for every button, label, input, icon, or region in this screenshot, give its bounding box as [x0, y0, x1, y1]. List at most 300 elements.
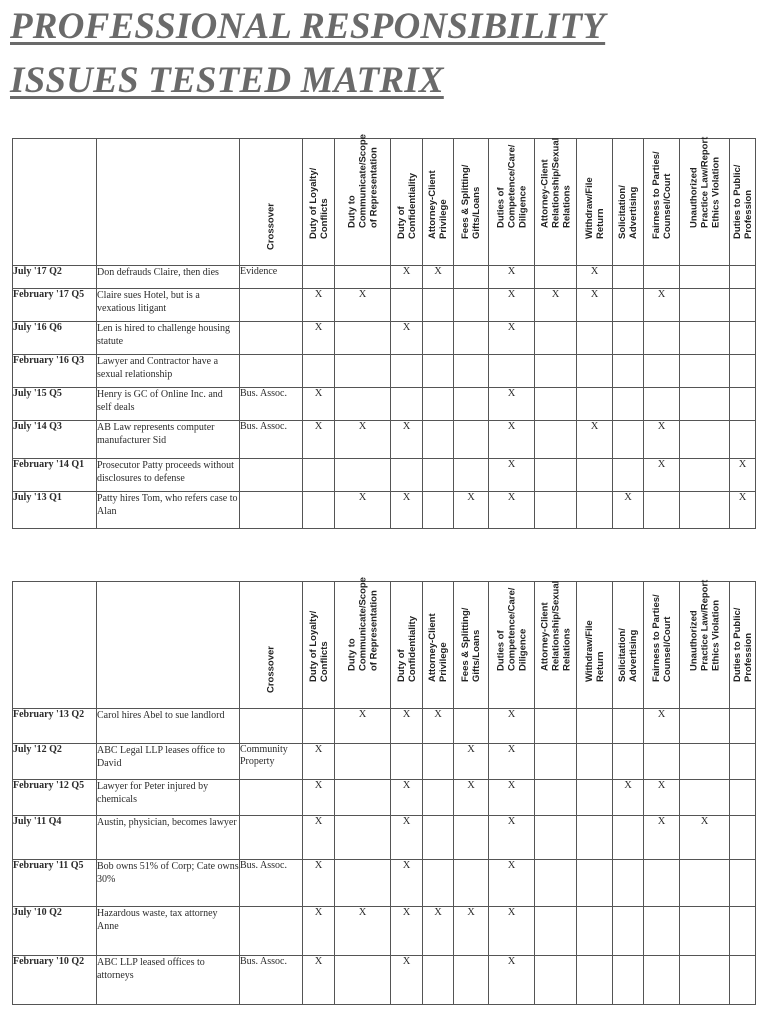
issue-mark-cell-solicitation [613, 907, 644, 956]
table-body [13, 709, 756, 1005]
column-header-confidentiality [391, 139, 423, 266]
exam-date-cell: July '13 Q1 [13, 492, 97, 529]
issue-mark-cell-communicate [335, 816, 391, 860]
column-header-competence [489, 582, 535, 709]
issue-mark-cell-solicitation [613, 266, 644, 289]
crossover-cell: Evidence [240, 266, 303, 289]
issue-mark-cell-communicate [335, 744, 391, 780]
issue-mark-cell-withdraw [577, 459, 613, 492]
column-header-solicitation [613, 582, 644, 709]
issue-mark-cell-competence: X [489, 860, 535, 907]
column-header-sexual [535, 582, 577, 709]
crossover-cell: Bus. Assoc. [240, 860, 303, 907]
issue-mark-cell-upl [680, 709, 730, 744]
issue-mark-cell-solicitation [613, 744, 644, 780]
column-header-line: Duty of [395, 649, 407, 682]
issue-mark-cell-competence: X [489, 289, 535, 322]
issue-mark-cell-solicitation [613, 709, 644, 744]
column-header-line: Confidentiality [406, 173, 418, 239]
column-header-line: Return [594, 208, 606, 239]
issue-mark-cell-confidentiality: X [391, 492, 423, 529]
crossover-cell: Community Property [240, 744, 303, 780]
issue-mark-cell-upl: X [680, 816, 730, 860]
column-header-label [460, 165, 482, 239]
column-header-competence [489, 139, 535, 266]
table-row [13, 421, 756, 459]
issue-mark-cell-upl [680, 744, 730, 780]
issue-mark-cell-fees: X [454, 492, 489, 529]
header-row [13, 139, 756, 266]
issue-mark-cell-fees [454, 421, 489, 459]
issue-mark-cell-fairness [644, 388, 680, 421]
column-header-line: Advertising [628, 186, 639, 239]
issue-mark-cell-privilege [423, 388, 454, 421]
issue-mark-cell-confidentiality: X [391, 266, 423, 289]
column-header-communicate [335, 134, 391, 266]
issue-mark-cell-competence: X [489, 816, 535, 860]
column-header-withdraw [577, 139, 613, 266]
issue-mark-cell-communicate: X [335, 492, 391, 529]
description-cell: Carol hires Abel to sue landlord [97, 709, 240, 744]
column-header-line: Practice Law/Report [699, 136, 710, 228]
column-header-line: Communicate/Scope [357, 134, 368, 228]
column-header-line: Diligence [517, 628, 528, 671]
table-row [13, 780, 756, 816]
column-header-fees [454, 139, 489, 266]
column-header-label [617, 628, 639, 682]
column-header-label [688, 580, 721, 671]
issue-mark-cell-privilege: X [423, 907, 454, 956]
column-header-line: Gifts/Loans [471, 629, 482, 682]
column-header-label [308, 611, 330, 682]
issue-mark-cell-withdraw [577, 907, 613, 956]
column-header-line: Profession [742, 632, 754, 682]
column-header-communicate [335, 577, 391, 709]
table-row [13, 459, 756, 492]
description-cell: AB Law represents computer manufacturer Sid [97, 421, 240, 459]
column-header-label [732, 165, 754, 239]
issue-mark-cell-communicate [335, 266, 391, 289]
column-header-line: Duty of [395, 206, 407, 239]
table-row [13, 355, 756, 388]
issue-mark-cell-solicitation [613, 816, 644, 860]
column-header-line: Return [594, 651, 606, 682]
issue-mark-cell-fairness [644, 860, 680, 907]
column-header-label [539, 138, 572, 228]
column-header-line: Advertising [628, 629, 639, 682]
issue-mark-cell-solicitation: X [613, 780, 644, 816]
issue-mark-cell-loyalty: X [303, 289, 335, 322]
column-header-line: Diligence [517, 185, 528, 228]
issue-mark-cell-competence: X [489, 907, 535, 956]
column-header-label [396, 173, 418, 239]
issues-matrix-table-2 [12, 577, 756, 1005]
issue-mark-cell-loyalty [303, 459, 335, 492]
column-header-line: Crossover [265, 646, 277, 693]
description-cell: Patty hires Tom, who refers case to Alan [97, 492, 240, 529]
crossover-cell [240, 907, 303, 956]
issue-mark-cell-withdraw [577, 780, 613, 816]
issue-mark-cell-fairness [644, 492, 680, 529]
date-header [13, 582, 97, 709]
column-header-line: Fees & Splitting/ [460, 164, 471, 239]
column-header-line: Withdraw/File [583, 620, 595, 682]
issue-mark-cell-upl [680, 860, 730, 907]
issue-mark-cell-loyalty: X [303, 780, 335, 816]
column-header-line: Duties to Public/ [731, 164, 743, 239]
crossover-cell [240, 459, 303, 492]
issue-mark-cell-competence: X [489, 956, 535, 1005]
exam-date-cell: February '14 Q1 [13, 459, 97, 492]
table-row [13, 266, 756, 289]
issue-mark-cell-solicitation [613, 388, 644, 421]
column-header-line: Attorney-Client [539, 159, 550, 228]
column-header-label [427, 613, 449, 682]
issue-mark-cell-public [730, 388, 756, 421]
column-header-line: Fairness to Parties/ [650, 151, 662, 239]
issue-mark-cell-fairness: X [644, 709, 680, 744]
issue-mark-cell-public: X [730, 459, 756, 492]
issue-mark-cell-competence: X [489, 421, 535, 459]
column-header-line: Unauthorized [688, 167, 699, 228]
column-header-line: Privilege [438, 642, 449, 682]
crossover-cell [240, 492, 303, 529]
issue-mark-cell-confidentiality [391, 459, 423, 492]
issue-mark-cell-confidentiality: X [391, 421, 423, 459]
description-header [97, 582, 240, 709]
date-header [13, 139, 97, 266]
column-header-line: Confidentiality [406, 616, 418, 682]
issue-mark-cell-public [730, 355, 756, 388]
column-header-label [651, 594, 673, 682]
issue-mark-cell-confidentiality [391, 744, 423, 780]
column-header-line: Conflicts [318, 641, 330, 682]
issue-mark-cell-public [730, 860, 756, 907]
column-header-privilege [423, 582, 454, 709]
description-cell: Prosecutor Patty proceeds without disclosures to defense [97, 459, 240, 492]
column-header-line: Competence/Care/ [506, 144, 517, 228]
issue-mark-cell-communicate [335, 956, 391, 1005]
issue-mark-cell-fairness: X [644, 816, 680, 860]
issue-mark-cell-communicate: X [335, 709, 391, 744]
issue-mark-cell-loyalty: X [303, 907, 335, 956]
issue-mark-cell-fairness [644, 355, 680, 388]
issue-mark-cell-public: X [730, 492, 756, 529]
issue-mark-cell-solicitation [613, 421, 644, 459]
issue-mark-cell-communicate [335, 780, 391, 816]
issue-mark-cell-fairness: X [644, 421, 680, 459]
table-row [13, 289, 756, 322]
issue-mark-cell-competence: X [489, 388, 535, 421]
column-header-label [308, 168, 330, 239]
issue-mark-cell-public [730, 744, 756, 780]
column-header-line: Ethics Violation [710, 156, 721, 228]
issue-mark-cell-sexual: X [535, 289, 577, 322]
exam-date-cell: February '13 Q2 [13, 709, 97, 744]
description-cell: Len is hired to challenge housing statute [97, 322, 240, 355]
issue-mark-cell-privilege [423, 322, 454, 355]
issue-mark-cell-withdraw [577, 816, 613, 860]
exam-date-cell: July '10 Q2 [13, 907, 97, 956]
issue-mark-cell-privilege [423, 744, 454, 780]
issue-mark-cell-confidentiality: X [391, 956, 423, 1005]
column-header-line: Fees & Splitting/ [460, 607, 471, 682]
issue-mark-cell-public [730, 322, 756, 355]
column-header-line: Unauthorized [688, 610, 699, 671]
column-header-label [495, 145, 528, 228]
issue-mark-cell-fees: X [454, 780, 489, 816]
column-header-line: Duties of [495, 187, 506, 228]
issue-mark-cell-fees [454, 388, 489, 421]
issue-mark-cell-withdraw: X [577, 289, 613, 322]
issue-mark-cell-fairness [644, 907, 680, 956]
exam-date-cell: July '16 Q6 [13, 322, 97, 355]
issue-mark-cell-fairness [644, 956, 680, 1005]
issue-mark-cell-fairness: X [644, 289, 680, 322]
issue-mark-cell-privilege [423, 860, 454, 907]
issue-mark-cell-competence: X [489, 744, 535, 780]
issue-mark-cell-loyalty: X [303, 322, 335, 355]
column-header-line: Profession [742, 189, 754, 239]
table-row [13, 709, 756, 744]
issue-mark-cell-withdraw [577, 956, 613, 1005]
column-header-label [584, 177, 606, 239]
issue-mark-cell-privilege [423, 459, 454, 492]
column-header-line: Attorney-Client [427, 613, 438, 682]
column-header-line: Fairness to Parties/ [650, 594, 662, 682]
issue-mark-cell-loyalty: X [303, 816, 335, 860]
issue-mark-cell-fees: X [454, 907, 489, 956]
issue-mark-cell-privilege [423, 355, 454, 388]
exam-date-cell: February '12 Q5 [13, 780, 97, 816]
issue-mark-cell-fees [454, 289, 489, 322]
issue-mark-cell-fairness: X [644, 459, 680, 492]
crossover-cell [240, 289, 303, 322]
title-line-1: PROFESSIONAL RESPONSIBILITY [10, 6, 606, 47]
column-header-line: Duty to [346, 638, 357, 671]
column-header-label [539, 581, 572, 671]
crossover-cell [240, 816, 303, 860]
issue-mark-cell-upl [680, 459, 730, 492]
issue-mark-cell-sexual [535, 322, 577, 355]
issue-mark-cell-upl [680, 907, 730, 956]
column-header-solicitation [613, 139, 644, 266]
issue-mark-cell-withdraw [577, 860, 613, 907]
issue-mark-cell-withdraw [577, 388, 613, 421]
crossover-cell [240, 780, 303, 816]
issue-mark-cell-privilege [423, 421, 454, 459]
issue-mark-cell-solicitation [613, 355, 644, 388]
column-header-line: Attorney-Client [427, 170, 438, 239]
table-body [13, 266, 756, 529]
column-header-line: Duty of Loyalty/ [307, 610, 319, 682]
issue-mark-cell-withdraw [577, 322, 613, 355]
issue-mark-cell-withdraw: X [577, 266, 613, 289]
issue-mark-cell-withdraw [577, 355, 613, 388]
table-row [13, 956, 756, 1005]
column-header-label [427, 170, 449, 239]
issue-mark-cell-loyalty [303, 355, 335, 388]
column-header-line: Communicate/Scope [357, 577, 368, 671]
issue-mark-cell-public [730, 266, 756, 289]
issue-mark-cell-loyalty: X [303, 388, 335, 421]
column-header-line: Attorney-Client [539, 602, 550, 671]
issue-mark-cell-withdraw [577, 709, 613, 744]
column-header-line: Counsel/Court [661, 616, 673, 682]
column-header-crossover [240, 582, 303, 709]
column-header-label [346, 577, 379, 671]
issue-mark-cell-communicate [335, 388, 391, 421]
issue-mark-cell-sexual [535, 355, 577, 388]
table-row [13, 744, 756, 780]
column-header-line: of Representation [368, 147, 379, 228]
column-header-line: Duties to Public/ [731, 607, 743, 682]
column-header-line: Solicitation/ [617, 185, 628, 239]
description-cell: Lawyer and Contractor have a sexual relationship [97, 355, 240, 388]
issue-mark-cell-confidentiality: X [391, 322, 423, 355]
issue-mark-cell-public [730, 421, 756, 459]
description-cell: Hazardous waste, tax attorney Anne [97, 907, 240, 956]
issue-mark-cell-loyalty: X [303, 421, 335, 459]
issue-mark-cell-fees [454, 956, 489, 1005]
header-row [13, 582, 756, 709]
column-header-label [495, 588, 528, 671]
column-header-line: Ethics Violation [710, 599, 721, 671]
column-header-line: Duties of [495, 630, 506, 671]
issue-mark-cell-communicate [335, 860, 391, 907]
column-header-label [266, 646, 277, 693]
column-header-label [617, 185, 639, 239]
issue-mark-cell-solicitation: X [613, 492, 644, 529]
issue-mark-cell-upl [680, 956, 730, 1005]
column-header-withdraw [577, 582, 613, 709]
issue-mark-cell-withdraw [577, 744, 613, 780]
issue-mark-cell-sexual [535, 816, 577, 860]
issue-mark-cell-public [730, 816, 756, 860]
issue-mark-cell-confidentiality: X [391, 709, 423, 744]
column-header-line: Competence/Care/ [506, 587, 517, 671]
issue-mark-cell-confidentiality [391, 289, 423, 322]
column-header-privilege [423, 139, 454, 266]
crossover-cell [240, 322, 303, 355]
issue-mark-cell-fees [454, 459, 489, 492]
issue-mark-cell-withdraw [577, 492, 613, 529]
issue-mark-cell-upl [680, 388, 730, 421]
issue-mark-cell-upl [680, 289, 730, 322]
column-header-label [732, 608, 754, 682]
issue-mark-cell-sexual [535, 459, 577, 492]
exam-date-cell: February '17 Q5 [13, 289, 97, 322]
column-header-line: Relationship/Sexual [550, 580, 561, 671]
column-header-line: Crossover [265, 203, 277, 250]
column-header-line: Gifts/Loans [471, 186, 482, 239]
issue-mark-cell-upl [680, 322, 730, 355]
column-header-line: Conflicts [318, 198, 330, 239]
issue-mark-cell-privilege: X [423, 709, 454, 744]
issue-mark-cell-communicate: X [335, 907, 391, 956]
issue-mark-cell-competence: X [489, 709, 535, 744]
crossover-cell [240, 709, 303, 744]
column-header-line: Practice Law/Report [699, 579, 710, 671]
issue-mark-cell-sexual [535, 709, 577, 744]
issue-mark-cell-sexual [535, 388, 577, 421]
table-row [13, 322, 756, 355]
column-header-public [730, 582, 756, 709]
issue-mark-cell-sexual [535, 956, 577, 1005]
issue-mark-cell-public [730, 709, 756, 744]
column-header-label [584, 620, 606, 682]
issue-mark-cell-privilege: X [423, 266, 454, 289]
column-header-loyalty [303, 139, 335, 266]
issue-mark-cell-solicitation [613, 956, 644, 1005]
issue-mark-cell-loyalty: X [303, 860, 335, 907]
issue-mark-cell-public [730, 907, 756, 956]
issue-mark-cell-fees: X [454, 744, 489, 780]
issue-mark-cell-public [730, 780, 756, 816]
issue-mark-cell-confidentiality [391, 355, 423, 388]
issue-mark-cell-sexual [535, 860, 577, 907]
column-header-label [396, 616, 418, 682]
column-header-fees [454, 582, 489, 709]
column-header-sexual [535, 139, 577, 266]
issue-mark-cell-confidentiality: X [391, 860, 423, 907]
issue-mark-cell-communicate [335, 459, 391, 492]
issue-mark-cell-privilege [423, 492, 454, 529]
issue-mark-cell-competence: X [489, 322, 535, 355]
issue-mark-cell-fees [454, 266, 489, 289]
issue-mark-cell-withdraw: X [577, 421, 613, 459]
issues-matrix-table-1 [12, 134, 756, 529]
issue-mark-cell-fairness [644, 266, 680, 289]
issue-mark-cell-upl [680, 266, 730, 289]
issue-mark-cell-competence: X [489, 780, 535, 816]
description-cell: Claire sues Hotel, but is a vexatious litigant [97, 289, 240, 322]
issue-mark-cell-fees [454, 709, 489, 744]
column-header-line: Relations [561, 628, 572, 671]
column-header-line: of Representation [368, 590, 379, 671]
exam-date-cell: July '11 Q4 [13, 816, 97, 860]
issue-mark-cell-confidentiality: X [391, 816, 423, 860]
title-line-2: ISSUES TESTED MATRIX [10, 60, 444, 101]
issue-mark-cell-loyalty: X [303, 744, 335, 780]
column-header-fairness [644, 139, 680, 266]
column-header-confidentiality [391, 582, 423, 709]
issue-mark-cell-public [730, 289, 756, 322]
column-header-loyalty [303, 582, 335, 709]
page-title [10, 0, 605, 108]
column-header-label [346, 134, 379, 228]
description-cell: ABC LLP leased offices to attorneys [97, 956, 240, 1005]
description-cell: Don defrauds Claire, then dies [97, 266, 240, 289]
column-header-fairness [644, 582, 680, 709]
issue-mark-cell-confidentiality: X [391, 780, 423, 816]
column-header-line: Withdraw/File [583, 177, 595, 239]
description-cell: Bob owns 51% of Corp; Cate owns 30% [97, 860, 240, 907]
issue-mark-cell-solicitation [613, 322, 644, 355]
crossover-cell: Bus. Assoc. [240, 388, 303, 421]
issue-mark-cell-sexual [535, 421, 577, 459]
column-header-line: Duty of Loyalty/ [307, 167, 319, 239]
issue-mark-cell-upl [680, 355, 730, 388]
column-header-line: Relations [561, 185, 572, 228]
issue-mark-cell-sexual [535, 492, 577, 529]
issue-mark-cell-confidentiality [391, 388, 423, 421]
column-header-upl [680, 579, 730, 709]
table-row [13, 816, 756, 860]
description-cell: ABC Legal LLP leases office to David [97, 744, 240, 780]
issue-mark-cell-communicate [335, 355, 391, 388]
column-header-line: Relationship/Sexual [550, 137, 561, 228]
